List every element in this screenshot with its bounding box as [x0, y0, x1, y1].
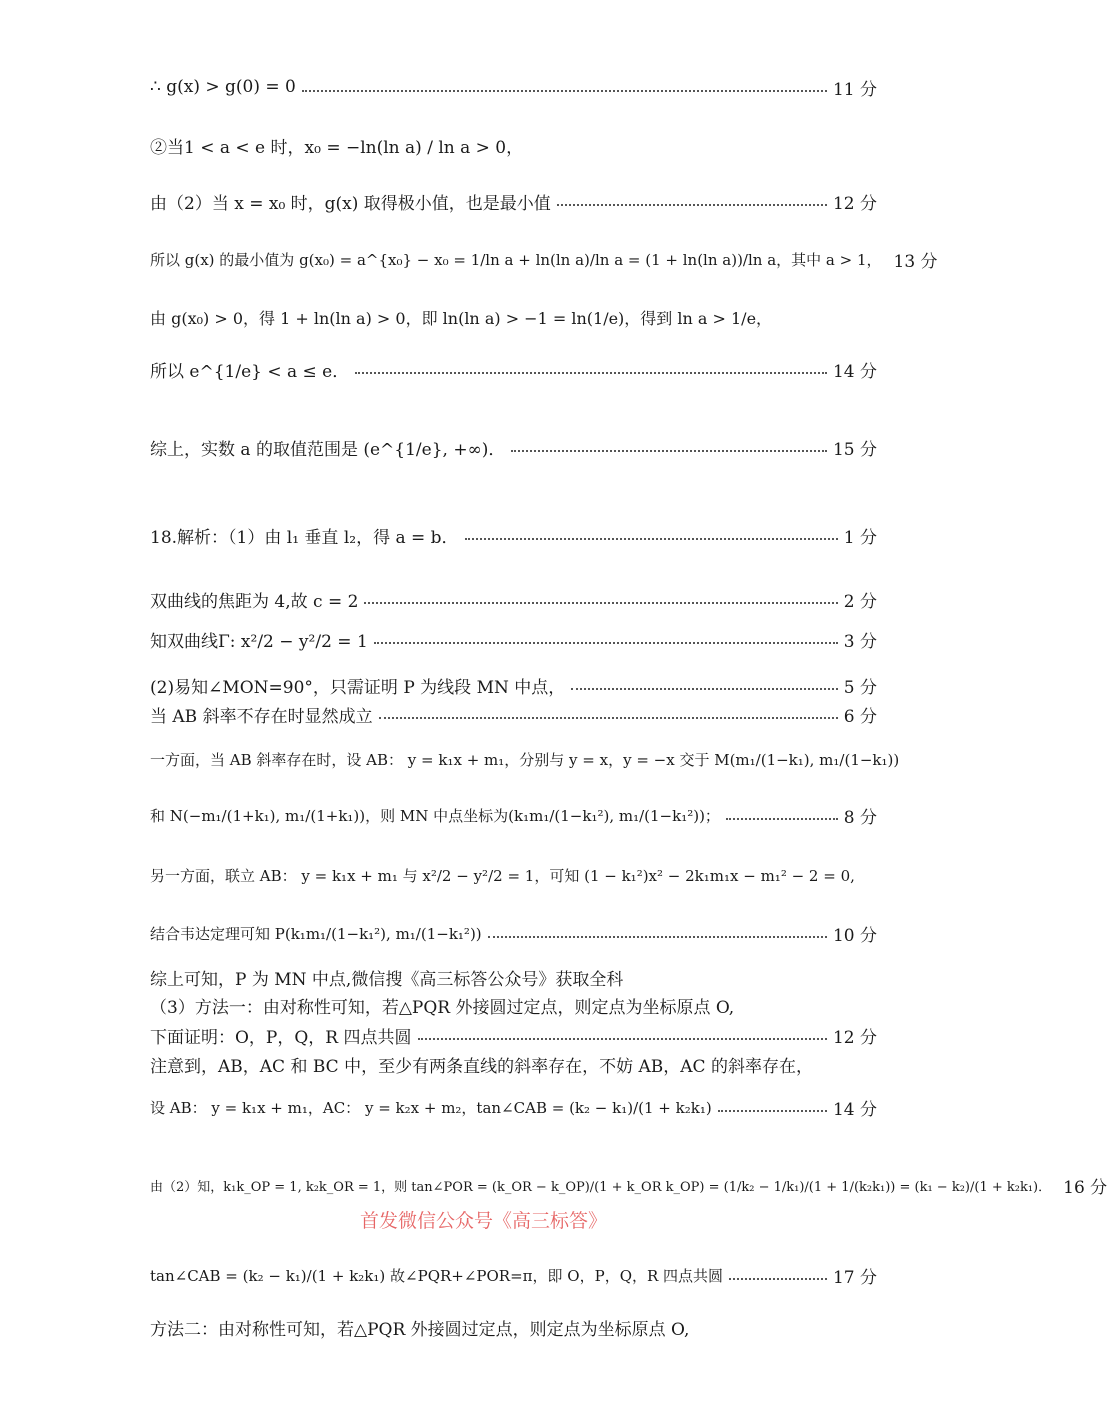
- score-label: 17 分: [832, 1267, 877, 1288]
- solution-line-15: [150, 860, 892, 890]
- line-text: 综上可知，P 为 MN 中点,微信搜《高三标答公众号》获取全科: [150, 969, 624, 990]
- score-label: 14 分: [832, 361, 877, 382]
- score-label: 14 分: [832, 1099, 877, 1120]
- score-label: 11 分: [832, 79, 877, 100]
- solution-line-2: [150, 130, 877, 160]
- solution-line-12: [150, 699, 877, 729]
- solution-line-19: [150, 1020, 877, 1050]
- solution-line-3: [150, 186, 877, 216]
- leader-dots: [488, 936, 827, 938]
- leader-dots: [302, 90, 827, 92]
- score-label: 8 分: [843, 807, 877, 828]
- line-text: 双曲线的焦距为 4,故 c = 2: [150, 591, 359, 612]
- solution-line-21: [150, 1092, 877, 1122]
- solution-line-4: [150, 244, 938, 274]
- line-text: 18.解析：（1）由 l₁ 垂直 l₂，得 a = b．: [150, 527, 459, 548]
- solution-line-13: [150, 744, 922, 774]
- line-text: ②当1 < a < e 时，x₀ = −ln(ln a) / ln a > 0，: [150, 137, 524, 158]
- solution-line-17: [150, 962, 877, 992]
- solution-line-20: [150, 1049, 877, 1079]
- score-label: 16 分: [1063, 1177, 1107, 1198]
- line-text: ∴ g(x) > g(0) = 0: [150, 77, 296, 97]
- line-text: 所以 g(x) 的最小值为 g(x₀) = a^{x₀} − x₀ = 1/ln a + ln(ln a)/ln a = (1 + ln(ln a))/ln a，其中 a > 1，: [150, 250, 882, 269]
- solution-line-5: [150, 302, 877, 332]
- leader-dots: [729, 1278, 827, 1280]
- score-label: 5 分: [843, 677, 877, 698]
- score-label: 6 分: [843, 706, 877, 727]
- line-text: 设 AB： y = k₁x + m₁，AC： y = k₂x + m₂，tan∠CAB = (k₂ − k₁)/(1 + k₂k₁): [150, 1098, 712, 1117]
- line-text: 另一方面，联立 AB： y = k₁x + m₁ 与 x²/2 − y²/2 = 1，可知 (1 − k₁²)x² − 2k₁m₁x − m₁² − 2 = 0,: [150, 866, 855, 885]
- watermark: 首发微信公众号《高三标答》: [360, 1210, 608, 1232]
- line-text: （3）方法一：由对称性可知，若△PQR 外接圆过定点，则定点为坐标原点 O,: [150, 997, 735, 1018]
- line-text: 方法二：由对称性可知，若△PQR 外接圆过定点，则定点为坐标原点 O,: [150, 1319, 690, 1340]
- line-text: 所以 e^{1/e} < a ≤ e．: [150, 361, 350, 382]
- line-text: 注意到，AB，AC 和 BC 中，至少有两条直线的斜率存在，不妨 AB，AC 的斜率存在，: [150, 1056, 813, 1077]
- solution-line-14: [150, 800, 877, 830]
- line-text: 由（2）当 x = x₀ 时，g(x) 取得极小值，也是最小值: [150, 193, 551, 214]
- line-text: 当 AB 斜率不存在时显然成立: [150, 706, 373, 727]
- solution-line-23: [150, 1260, 877, 1290]
- solution-line-24: [150, 1312, 877, 1342]
- leader-dots: [374, 642, 838, 644]
- line-text: (2)易知∠MON=90°，只需证明 P 为线段 MN 中点，: [150, 677, 566, 698]
- score-label: 2 分: [843, 591, 877, 612]
- line-text: 知双曲线Γ: x²/2 − y²/2 = 1: [150, 631, 368, 652]
- score-label: 12 分: [832, 193, 877, 214]
- score-label: 15 分: [832, 439, 877, 460]
- line-text: 和 N(−m₁/(1+k₁), m₁/(1+k₁))，则 MN 中点坐标为(k₁m₁/(1−k₁²), m₁/(1−k₁²))；: [150, 806, 720, 825]
- score-label: 3 分: [843, 631, 877, 652]
- solution-line-1: [150, 72, 877, 102]
- leader-dots: [718, 1110, 827, 1112]
- leader-dots: [726, 818, 838, 820]
- leader-dots: [511, 450, 827, 452]
- solution-line-18: [150, 990, 877, 1020]
- solution-line-22: [150, 1170, 1107, 1200]
- score-label: 1 分: [843, 527, 877, 548]
- solution-line-11: [150, 670, 877, 700]
- solution-line-6: [150, 354, 877, 384]
- line-text: 综上，实数 a 的取值范围是 (e^{1/e}, +∞)．: [150, 439, 506, 460]
- solution-line-16: [150, 918, 877, 948]
- score-label: 12 分: [832, 1027, 877, 1048]
- leader-dots: [418, 1038, 827, 1040]
- line-text: 一方面，当 AB 斜率存在时，设 AB： y = k₁x + m₁，分别与 y = x，y = −x 交于 M(m₁/(1−k₁), m₁/(1−k₁)): [150, 750, 900, 769]
- leader-dots: [465, 538, 838, 540]
- leader-dots: [557, 204, 827, 206]
- line-text: 由（2）知，k₁k_OP = 1, k₂k_OR = 1，则 tan∠POR = (k_OR − k_OP)/(1 + k_OR k_OP) = (1/k₂ − 1/k₁)/(1 + 1/(k₂k₁)) = (k₁ − k₂)/(1 + k₂k₁)．: [150, 1179, 1052, 1195]
- score-label: 10 分: [832, 925, 877, 946]
- solution-line-10: [150, 624, 877, 654]
- leader-dots: [364, 602, 837, 604]
- line-text: 结合韦达定理可知 P(k₁m₁/(1−k₁²), m₁/(1−k₁²)): [150, 924, 482, 943]
- leader-dots: [379, 717, 838, 719]
- line-text: 由 g(x₀) > 0，得 1 + ln(ln a) > 0，即 ln(ln a) > −1 = ln(1/e)，得到 ln a > 1/e，: [150, 308, 773, 328]
- line-text: tan∠CAB = (k₂ − k₁)/(1 + k₂k₁) 故∠PQR+∠POR=π，即 O，P，Q，R 四点共圆: [150, 1266, 724, 1285]
- solution-line-9: [150, 584, 877, 614]
- line-text: 下面证明：O，P，Q，R 四点共圆: [150, 1027, 412, 1048]
- leader-dots: [571, 688, 838, 690]
- solution-line-7: [150, 432, 877, 462]
- score-label: 13 分: [893, 251, 938, 272]
- leader-dots: [355, 372, 827, 374]
- solution-line-8: [150, 520, 877, 550]
